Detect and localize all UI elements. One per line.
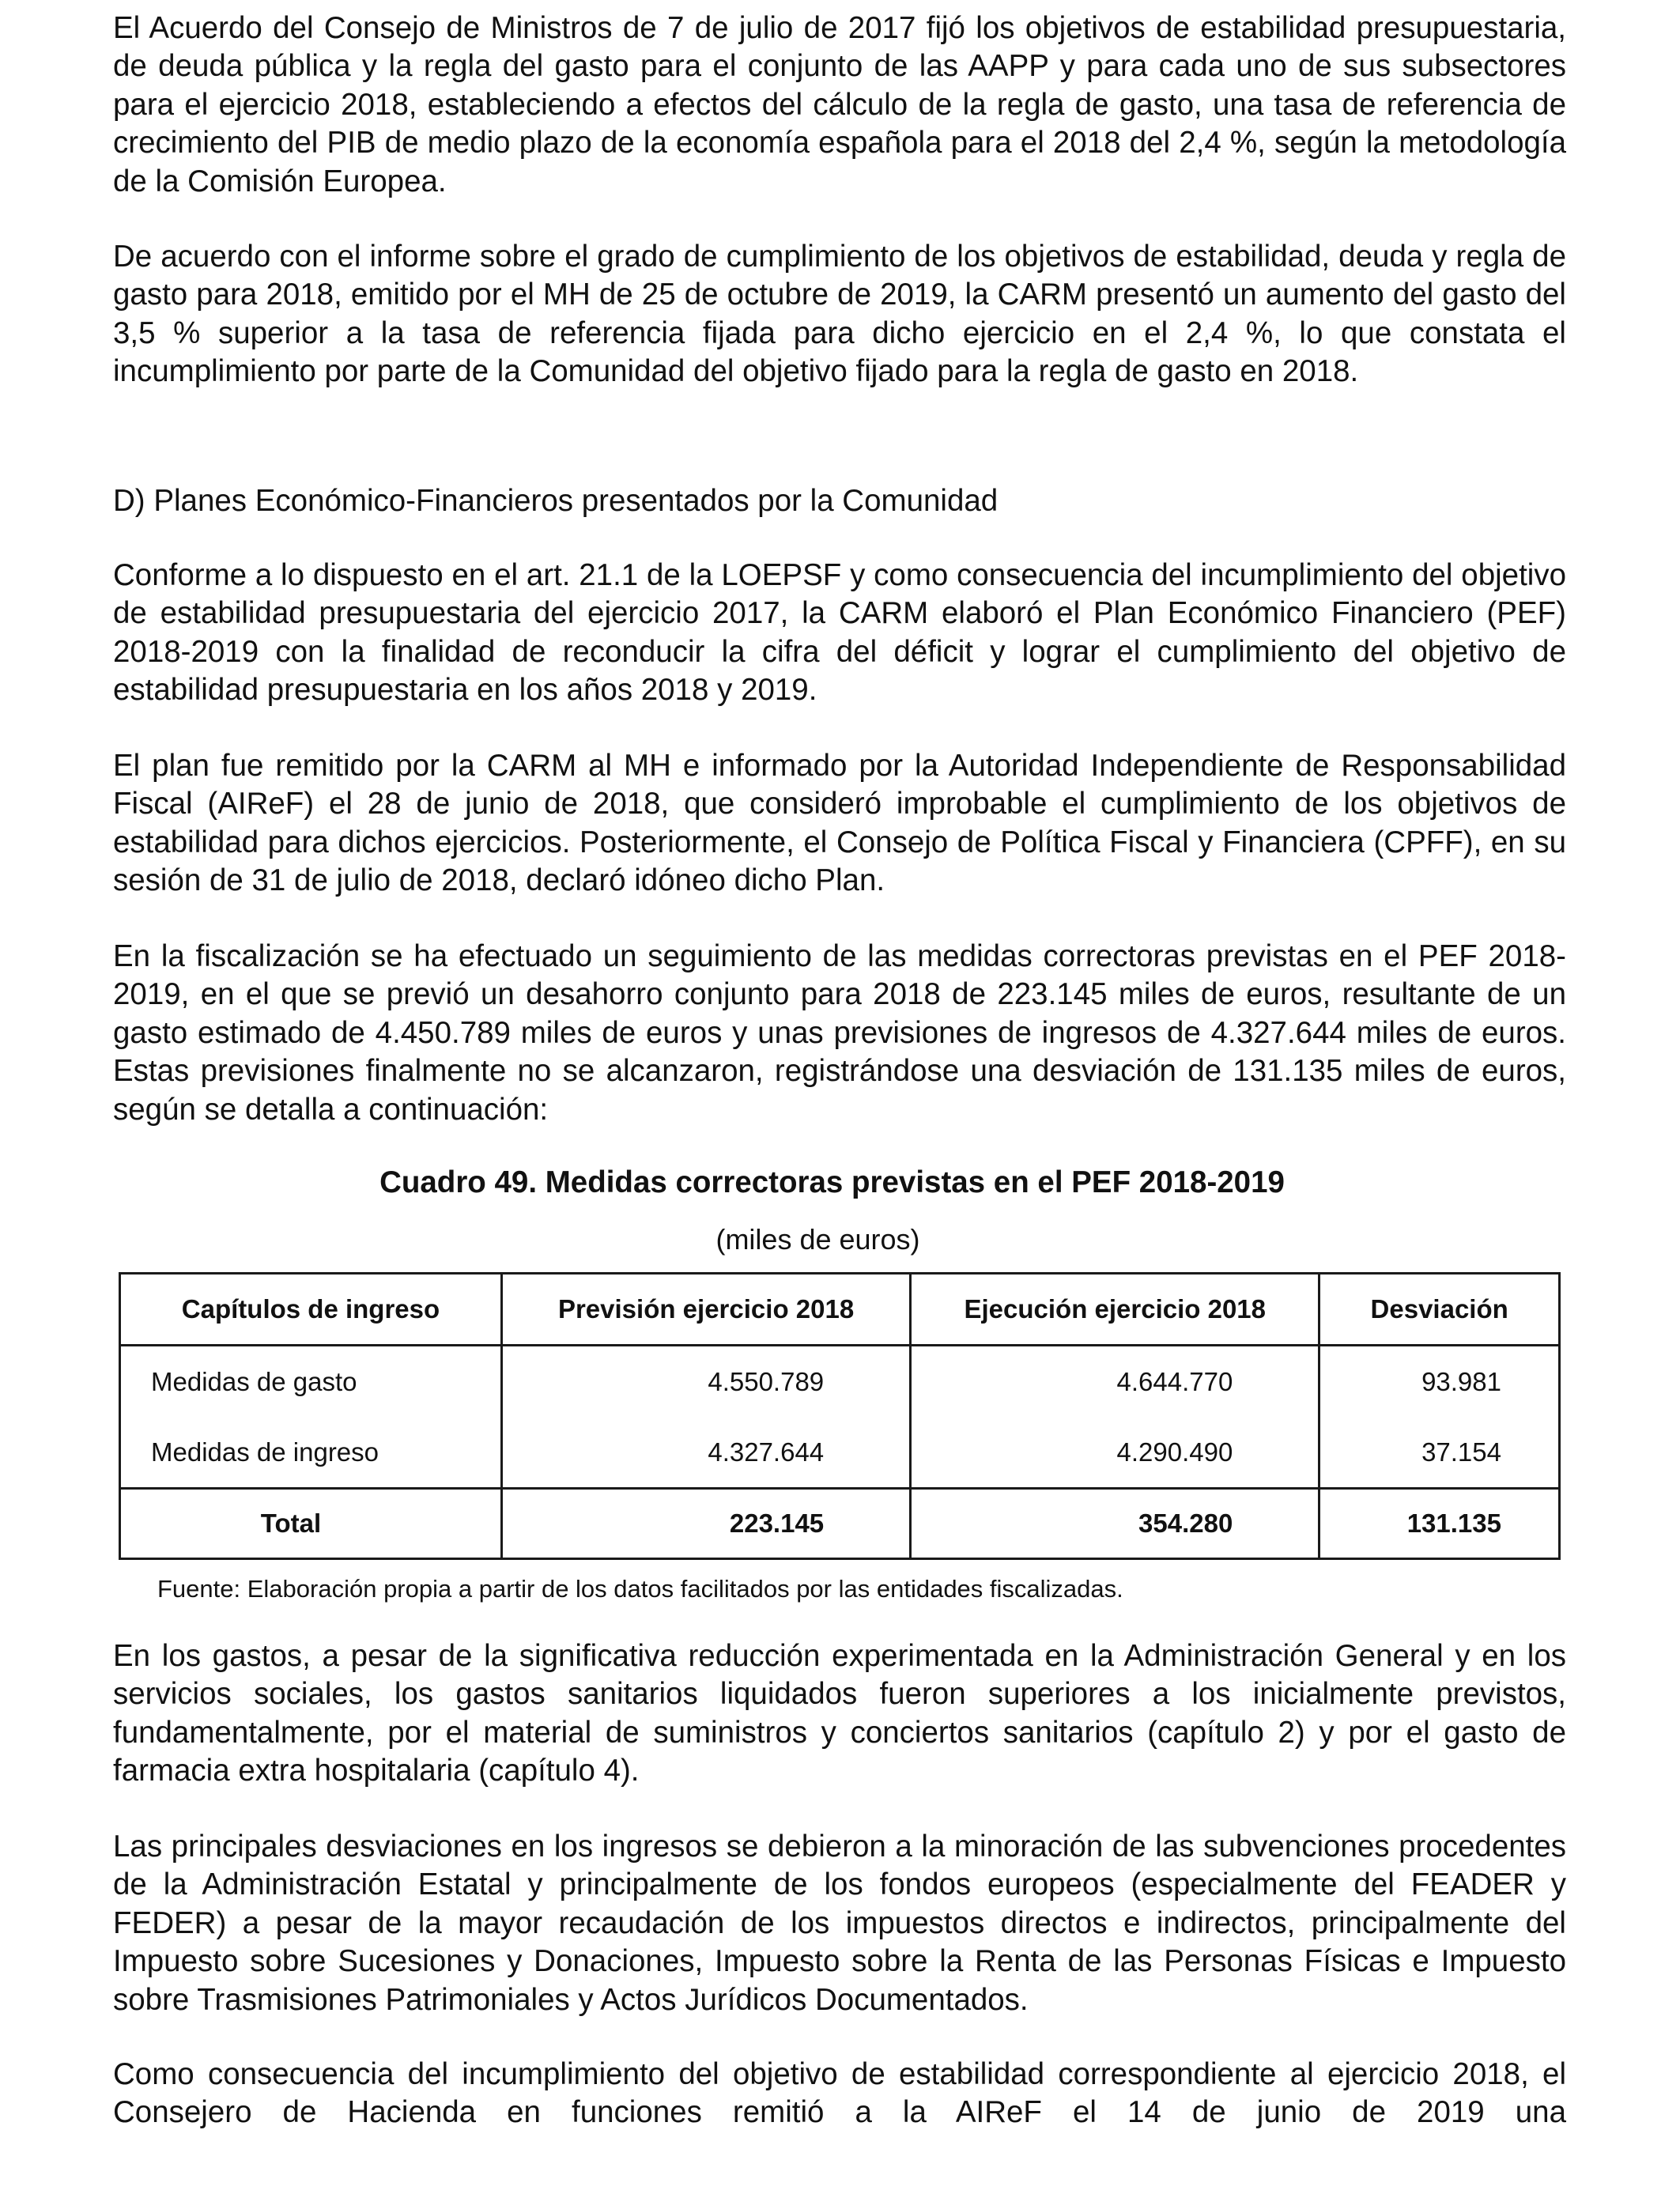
row-desviacion: 93.981 (1319, 1346, 1560, 1418)
total-ejecucion: 354.280 (911, 1489, 1319, 1559)
header-desviacion: Desviación (1319, 1274, 1560, 1346)
header-ejecucion: Ejecución ejercicio 2018 (911, 1274, 1319, 1346)
paragraph-consecuencia-incumplimiento: Como consecuencia del incumplimiento del objetivo de estabilidad correspondiente al ejercicio 2018, el Consejero de Hacienda en funciones remitió a la AIReF el 14 de junio de 2019 una (113, 2057, 1566, 2130)
row-prevision: 4.550.789 (501, 1346, 910, 1418)
paragraph-fiscalizacion: En la fiscalización se ha efectuado un seguimiento de las medidas correctoras previstas en el PEF 2018-2019, en el que se previó un desahorro conjunto para 2018 de 223.145 miles de euros, resultante de un gasto estimado de 4.450.789 miles de euros y unas previsiones de ingresos de 4.327.644 miles de euros. Estas previsiones finalmente no se alcanzaron, registrándose una desviación de 131.135 miles de euros, según se detalla a continuación: (113, 939, 1566, 1127)
table-subtitle: (miles de euros) (715, 1223, 920, 1256)
row-label: Medidas de ingreso (120, 1418, 502, 1489)
total-desviacion: 131.135 (1319, 1489, 1560, 1559)
table-row (120, 1346, 1560, 1418)
paragraph-conforme-loepsf: Conforme a lo dispuesto en el art. 21.1 de la LOEPSF y como consecuencia del incumplimiento del objetivo de estabilidad presupuestaria del ejercicio 2017, la CARM elaboró el Plan Económico Financiero (PEF) 2018-2019 con la finalidad de reconducir la cifra del déficit y lograr el cumplimiento del objetivo de estabilidad presupuestaria en los años 2018 y 2019. (113, 558, 1566, 708)
table-title: Cuadro 49. Medidas correctoras previstas en el PEF 2018-2019 (379, 1165, 1285, 1199)
table-source-note: Fuente: Elaboración propia a partir de los datos facilitados por las entidades fiscalizadas. (157, 1575, 1123, 1603)
header-capitulos: Capítulos de ingreso (120, 1274, 502, 1346)
row-ejecucion: 4.290.490 (911, 1418, 1319, 1489)
table-total-row (120, 1489, 1560, 1559)
total-label: Total (120, 1489, 502, 1559)
paragraph-plan-remitido: El plan fue remitido por la CARM al MH e informado por la Autoridad Independiente de Responsabilidad Fiscal (AIReF) el 28 de junio de 2018, que consideró improbable el cumplimiento de los objetivos de estabilidad para dichos ejercicios. Posteriormente, el Consejo de Política Fiscal y Financiera (CPFF), en su sesión de 31 de julio de 2018, declaró idóneo dicho Plan. (113, 749, 1566, 898)
table-row (120, 1418, 1560, 1489)
paragraph-acuerdo-consejo: El Acuerdo del Consejo de Ministros de 7 de julio de 2017 fijó los objetivos de estabilidad presupuestaria, de deuda pública y la regla del gasto para el conjunto de las AAPP y para cada uno de sus subsectores para el ejercicio 2018, estableciendo a efectos del cálculo de la regla de gasto, una tasa de referencia de crecimiento del PIB de medio plazo de la economía española para el 2018 del 2,4 %, según la metodología de la Comisión Europea. (113, 11, 1566, 198)
total-prevision: 223.145 (501, 1489, 910, 1559)
paragraph-desviaciones-ingresos: Las principales desviaciones en los ingresos se debieron a la minoración de las subvenciones procedentes de la Administración Estatal y principalmente de los fondos europeos (especialmente del FEADER y FEDER) a pesar de la mayor recaudación de los impuestos directos e indirectos, principalmente del Impuesto sobre Sucesiones y Donaciones, Impuesto sobre la Renta de las Personas Físicas e Impuesto sobre Trasmisiones Patrimoniales y Actos Jurídicos Documentados. (113, 1830, 1566, 2017)
paragraph-gastos: En los gastos, a pesar de la significativa reducción experimentada en la Administración General y en los servicios sociales, los gastos sanitarios liquidados fueron superiores a los inicialmente previstos, fundamentalmente, por el material de suministros y conciertos sanitarios (capítulo 2) y por el gasto de farmacia extra hospitalaria (capítulo 4). (113, 1639, 1566, 1788)
paragraph-informe-cumplimiento: De acuerdo con el informe sobre el grado de cumplimiento de los objetivos de estabilidad, deuda y regla de gasto para 2018, emitido por el MH de 25 de octubre de 2019, la CARM presentó un aumento del gasto del 3,5 % superior a la tasa de referencia fijada para dicho ejercicio en el 2,4 %, lo que constata el incumplimiento por parte de la Comunidad del objetivo fijado para la regla de gasto en 2018. (113, 240, 1566, 389)
table-header-row (120, 1274, 1560, 1346)
section-heading-planes: D) Planes Económico-Financieros presentados por la Comunidad (113, 484, 999, 518)
header-prevision: Previsión ejercicio 2018 (501, 1274, 910, 1346)
row-desviacion: 37.154 (1319, 1418, 1560, 1489)
medidas-correctoras-table (119, 1272, 1561, 1560)
row-ejecucion: 4.644.770 (911, 1346, 1319, 1418)
row-prevision: 4.327.644 (501, 1418, 910, 1489)
row-label: Medidas de gasto (120, 1346, 502, 1418)
